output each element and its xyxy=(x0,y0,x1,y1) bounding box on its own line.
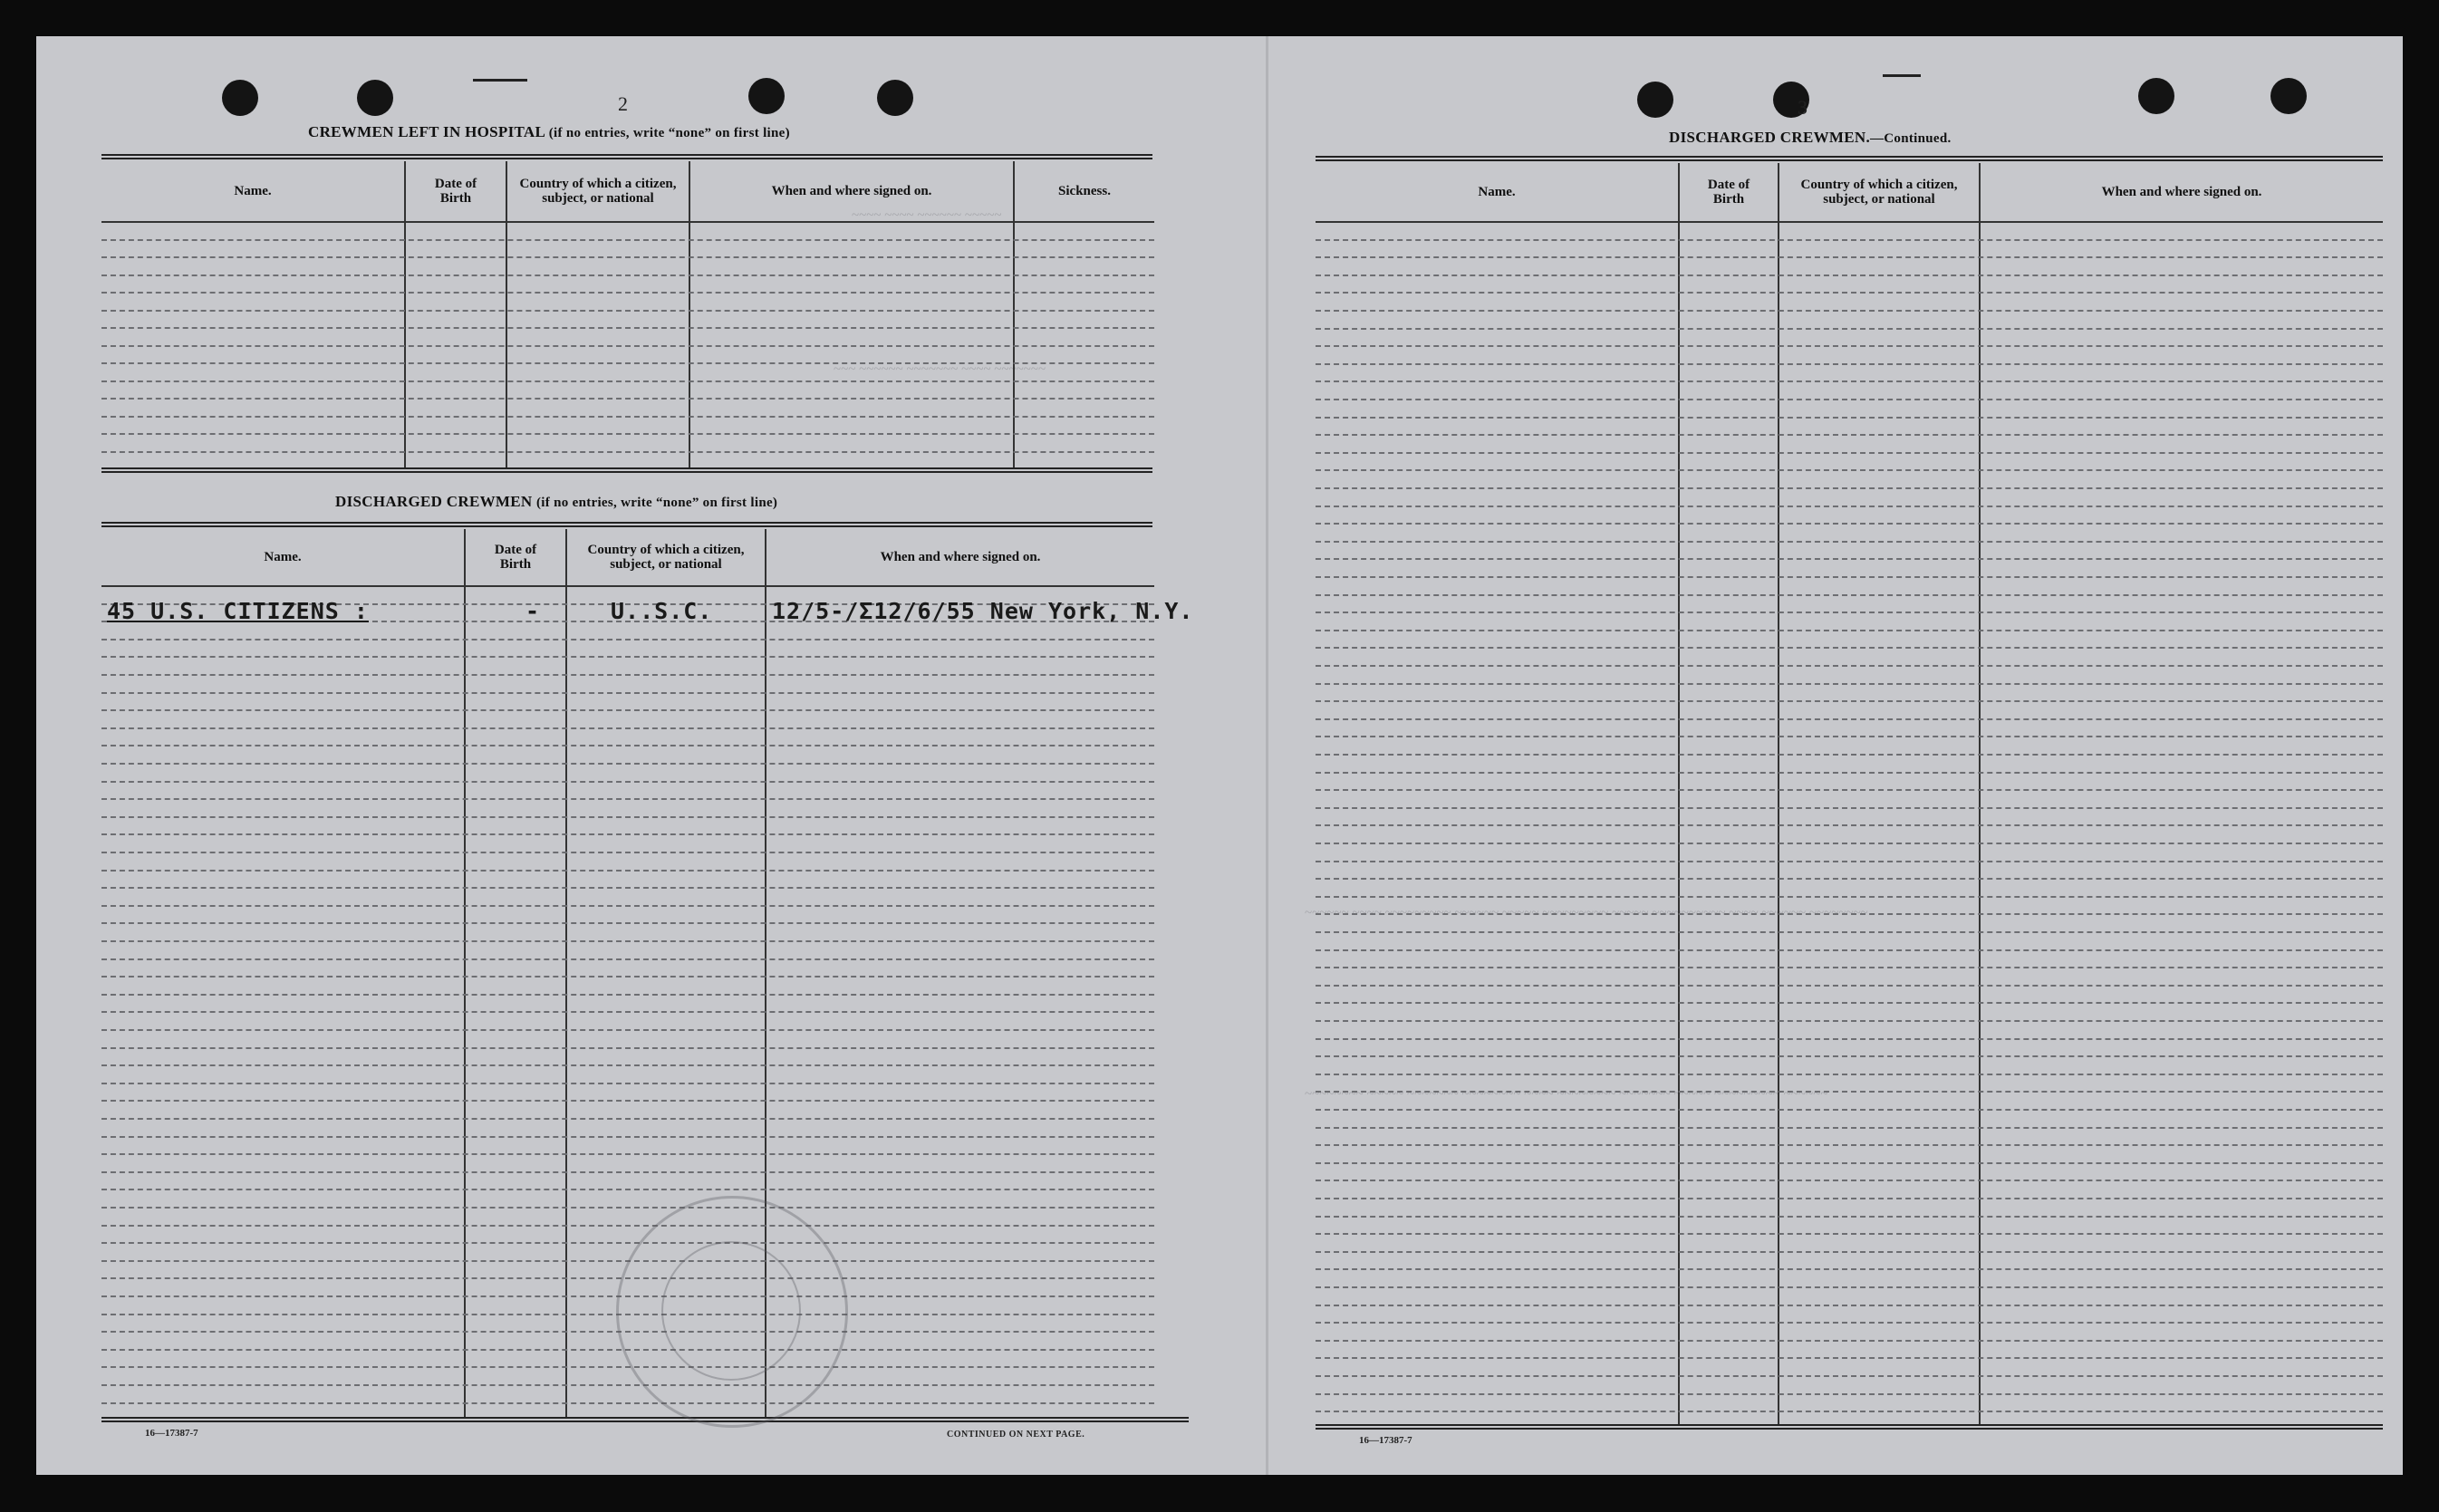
continued-note: CONTINUED ON NEXT PAGE. xyxy=(947,1430,1085,1440)
ruled-line xyxy=(101,1242,1154,1244)
ruled-line xyxy=(101,958,1154,960)
ruled-line xyxy=(1316,558,2383,560)
ruled-line xyxy=(101,1207,1154,1209)
ruled-line xyxy=(1316,487,2383,489)
ruled-line xyxy=(1316,310,2383,312)
ruled-line xyxy=(1316,1180,2383,1181)
ruled-line xyxy=(101,922,1154,924)
ruled-line xyxy=(101,887,1154,889)
bleed-through: ~~~~ ~~~~ ~~~~~~ ~~~~~ xyxy=(852,208,1002,223)
discharged-title-text: DISCHARGED CREWMEN xyxy=(335,493,533,510)
discharged-bottom-rule xyxy=(101,1417,1189,1422)
ruled-line xyxy=(101,362,1154,364)
ruled-line xyxy=(1316,594,2383,596)
entry-name: 45 U.S. CITIZENS : xyxy=(107,598,369,624)
ruled-line xyxy=(101,1047,1154,1049)
ruled-line xyxy=(101,256,1154,258)
form-number: 16—17387-7 xyxy=(1359,1435,1412,1446)
ruled-line xyxy=(1316,345,2383,347)
ruled-line xyxy=(1316,469,2383,471)
ruled-line xyxy=(1316,1340,2383,1342)
column-header-date-of-birth: Date of Birth xyxy=(434,177,477,206)
ruled-line xyxy=(101,709,1154,711)
ruled-line xyxy=(1316,949,2383,951)
ruled-line xyxy=(1316,1251,2383,1253)
ruled-line xyxy=(1316,292,2383,294)
ruled-line xyxy=(1316,896,2383,898)
ruled-line xyxy=(1316,256,2383,258)
ruled-line xyxy=(101,816,1154,818)
ruled-line xyxy=(1316,1144,2383,1146)
ruled-line xyxy=(1316,434,2383,436)
column-divider xyxy=(506,161,507,467)
ruled-line xyxy=(101,798,1154,800)
ruled-line xyxy=(101,292,1154,294)
entry-signed-on: 12/5-/Σ12/6/55 New York, N.Y. xyxy=(772,598,1194,624)
ruled-line xyxy=(1316,861,2383,862)
column-header-date-of-birth: Date of Birth xyxy=(494,543,537,572)
page-number: 2 xyxy=(618,92,628,115)
column-header-name: Name. xyxy=(234,184,272,198)
column-header-country: Country of which a citizen, subject, or national xyxy=(519,177,677,206)
bleed-through: ~~~~~~~~ ~~~~~ ~~~~~~~ ~~~~~~~~ ~~~~ ~~~~~~~~ ~~~~~~~ ~~~~~ ~~~~~~~~~ ~~~~~~ xyxy=(1305,1087,1828,1102)
hospital-bottom-rule xyxy=(101,467,1152,473)
ruled-line xyxy=(1316,1020,2383,1022)
column-header-country: Country of which a citizen, subject, or national xyxy=(1800,178,1958,207)
column-divider xyxy=(1678,163,1680,1424)
ruled-line xyxy=(1316,399,2383,400)
column-header-sickness: Sickness. xyxy=(1058,184,1111,198)
bleed-through: ~~~~~~ ~~~~ ~~~~~~~~~ ~~~~~~ ~~~~~ ~~~~~~~~~ ~~~~~ ~~~~~~~~~~ ~~~~ ~~~~~~ ~~~~~~~~ xyxy=(1305,906,1868,920)
hospital-top-rule xyxy=(101,154,1152,159)
column-header-date-of-birth: Date of Birth xyxy=(1707,178,1750,207)
ruled-line xyxy=(1316,221,2383,223)
discharged-top-rule xyxy=(101,522,1152,527)
right-top-rule xyxy=(1316,156,2383,161)
ruled-line xyxy=(1316,1038,2383,1040)
ruled-line xyxy=(101,656,1154,658)
ruled-line xyxy=(1316,417,2383,419)
receipt-stamp-inner xyxy=(661,1241,801,1381)
ruled-line xyxy=(1316,1055,2383,1057)
entry-country: U..S.C. xyxy=(611,598,713,624)
ruled-line xyxy=(1316,1091,2383,1093)
ruled-line xyxy=(1316,931,2383,933)
ruled-line xyxy=(101,727,1154,729)
ruled-line xyxy=(1316,1286,2383,1288)
ruled-line xyxy=(101,1083,1154,1084)
ruled-line xyxy=(1316,1127,2383,1129)
ruled-line xyxy=(1316,506,2383,507)
column-divider xyxy=(464,529,466,1417)
document-scan xyxy=(36,36,2403,1475)
column-divider xyxy=(1778,163,1779,1424)
column-divider xyxy=(1979,163,1981,1424)
right-page xyxy=(1268,36,2403,1475)
ruled-line xyxy=(101,585,1154,587)
ruled-line xyxy=(1316,1375,2383,1377)
ruled-line xyxy=(1316,985,2383,987)
ruled-line xyxy=(101,451,1154,453)
ruled-line xyxy=(1316,789,2383,791)
ruled-line xyxy=(101,416,1154,418)
ruled-line xyxy=(1316,612,2383,613)
ruled-line xyxy=(1316,843,2383,844)
entry-date-of-birth: - xyxy=(525,598,541,624)
column-header-name: Name. xyxy=(1478,185,1516,199)
ruled-line xyxy=(1316,1198,2383,1199)
ruled-line xyxy=(101,380,1154,382)
ruled-line xyxy=(101,994,1154,996)
ruled-line xyxy=(101,1384,1154,1386)
ruled-line xyxy=(101,1189,1154,1190)
ruled-line xyxy=(101,398,1154,400)
ruled-line xyxy=(101,1225,1154,1227)
section-title xyxy=(1669,129,1952,147)
form-number: 16—17387-7 xyxy=(145,1428,198,1439)
ruled-line xyxy=(101,745,1154,746)
discharged-continued-table xyxy=(1316,163,2383,1424)
ruled-line xyxy=(1316,807,2383,809)
ruled-line xyxy=(1316,239,2383,241)
ruled-line xyxy=(101,870,1154,872)
column-divider xyxy=(565,529,567,1417)
left-page xyxy=(36,36,1214,1475)
discharged-instruction: (if no entries, write “none” on first line) xyxy=(536,496,778,510)
ruled-line xyxy=(1316,1109,2383,1111)
ruled-line xyxy=(101,852,1154,853)
column-header-name: Name. xyxy=(264,550,302,564)
column-header-signed-on: When and where signed on. xyxy=(2101,185,2262,199)
column-divider xyxy=(1013,161,1015,467)
hospital-title-text: CREWMEN LEFT IN HOSPITAL xyxy=(308,123,545,140)
ruled-line xyxy=(101,940,1154,942)
ruled-line xyxy=(101,1136,1154,1138)
ruled-line xyxy=(101,905,1154,907)
column-header-country: Country of which a citizen, subject, or national xyxy=(587,543,745,572)
ruled-line xyxy=(1316,576,2383,578)
section-title-text: DISCHARGED CREWMEN. xyxy=(1669,129,1870,146)
hospital-table xyxy=(101,161,1154,467)
hospital-section-title xyxy=(308,123,790,141)
ruled-line xyxy=(1316,1393,2383,1395)
ruled-line xyxy=(101,433,1154,435)
ruled-line xyxy=(101,1100,1154,1102)
ruled-line xyxy=(101,1153,1154,1155)
page-number: 3 xyxy=(1798,96,1808,119)
column-divider xyxy=(404,161,406,467)
ruled-line xyxy=(1316,1322,2383,1324)
ruled-line xyxy=(1316,1357,2383,1359)
ruled-line xyxy=(1316,824,2383,826)
ruled-line xyxy=(1316,878,2383,880)
ruled-line xyxy=(1316,1233,2383,1235)
section-title-suffix: —Continued. xyxy=(1870,131,1952,146)
ruled-line xyxy=(1316,1074,2383,1075)
ruled-line xyxy=(1316,541,2383,543)
right-bottom-rule xyxy=(1316,1424,2383,1430)
discharged-section-title xyxy=(335,493,777,511)
ruled-line xyxy=(101,345,1154,347)
ruled-line xyxy=(1316,1002,2383,1004)
ruled-line xyxy=(1316,363,2383,365)
ruled-line xyxy=(1316,328,2383,330)
column-divider xyxy=(689,161,690,467)
ruled-line xyxy=(1316,1411,2383,1412)
ruled-line xyxy=(101,221,1154,223)
ruled-line xyxy=(101,310,1154,312)
ruled-line xyxy=(1316,700,2383,702)
bleed-through: ~~~ ~~~~~~ ~~~~~~~ ~~~~ ~~~~~~~ xyxy=(834,362,1046,377)
ruled-line xyxy=(101,239,1154,241)
ruled-line xyxy=(101,1366,1154,1368)
ruled-line xyxy=(101,781,1154,783)
ruled-line xyxy=(101,1402,1154,1404)
ruled-line xyxy=(101,1064,1154,1066)
ruled-line xyxy=(1316,772,2383,774)
ruled-line xyxy=(101,1011,1154,1013)
column-header-signed-on: When and where signed on. xyxy=(771,184,932,198)
hospital-instruction: (if no entries, write “none” on first line) xyxy=(548,126,790,140)
ruled-line xyxy=(101,674,1154,676)
ruled-line xyxy=(101,833,1154,835)
ruled-line xyxy=(101,976,1154,978)
ruled-line xyxy=(1316,736,2383,737)
ruled-line xyxy=(1316,274,2383,276)
ruled-line xyxy=(1316,665,2383,667)
ruled-line xyxy=(1316,380,2383,382)
ruled-line xyxy=(1316,1268,2383,1270)
ruled-line xyxy=(1316,1162,2383,1164)
ruled-line xyxy=(101,327,1154,329)
ruled-line xyxy=(1316,1216,2383,1218)
ruled-line xyxy=(101,692,1154,694)
ruled-line xyxy=(1316,630,2383,631)
ruled-line xyxy=(1316,523,2383,525)
ruled-line xyxy=(101,1118,1154,1120)
ruled-line xyxy=(1316,1305,2383,1306)
ruled-line xyxy=(101,274,1154,276)
ruled-line xyxy=(1316,754,2383,756)
ruled-line xyxy=(101,1029,1154,1031)
ruled-line xyxy=(1316,718,2383,720)
column-header-signed-on: When and where signed on. xyxy=(880,550,1041,564)
ruled-line xyxy=(1316,452,2383,454)
ruled-line xyxy=(101,639,1154,640)
ruled-line xyxy=(1316,967,2383,968)
ruled-line xyxy=(1316,683,2383,685)
ruled-line xyxy=(101,1171,1154,1173)
ruled-line xyxy=(1316,913,2383,915)
ruled-line xyxy=(1316,647,2383,649)
ruled-line xyxy=(101,763,1154,765)
